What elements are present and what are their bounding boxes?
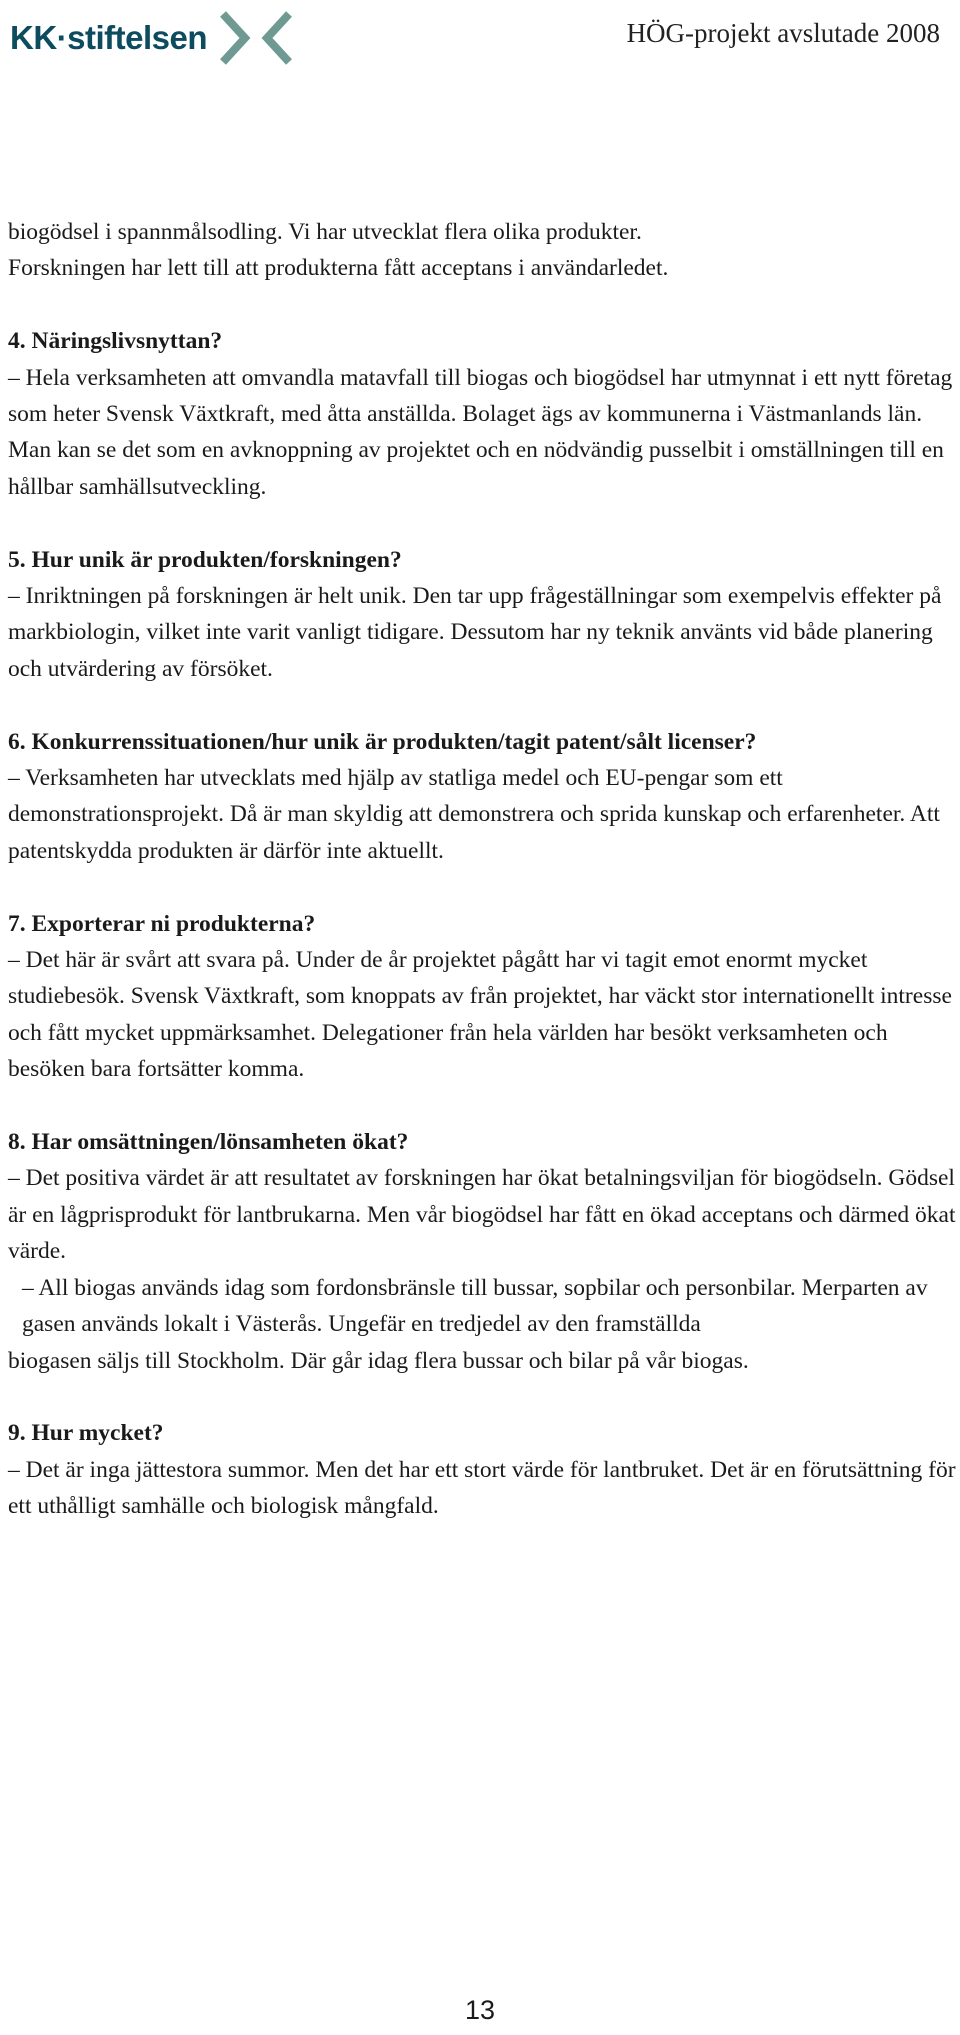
section-paragraph: – Det här är svårt att svara på. Under de år projektet pågått har vi tagit emot enormt mycket studiebesök. Svensk Växtkraft, som knoppats av från projektet, har väckt stor internationellt intresse och fått mycket uppmärksamhet. Delegationer från hela världen har besökt verksamheten och besöken bara fortsätter komma. <box>8 947 952 1083</box>
logo-chevron-icon <box>219 10 293 66</box>
document-title: HÖG-projekt avslutade 2008 <box>626 18 940 48</box>
section-6 <box>8 724 958 870</box>
page-number: 13 <box>464 1995 496 2025</box>
section-question: 9. Hur mycket? <box>8 1420 164 1447</box>
logo-text: KK·stiftelsen <box>10 19 208 56</box>
intro-line: biogödsel i spannmålsodling. Vi har utvecklat flera olika produkter. <box>8 219 642 245</box>
section-paragraph: – Verksamheten har utvecklats med hjälp av statliga medel och EU-pengar som ett demonstrationsprojekt. Då är man skyldig att demonstrera och sprida kunskap och erfarenheter. Att patentskydda produkten är därför inte aktuellt. <box>8 765 940 864</box>
intro-line: Forskningen har lett till att produkterna fått acceptans i användarledet. <box>8 255 669 282</box>
section-4 <box>8 323 958 505</box>
section-8 <box>8 1124 958 1379</box>
section-question: 7. Exporterar ni produkterna? <box>8 910 316 937</box>
section-question: 4. Näringslivsnyttan? <box>8 328 223 355</box>
section-paragraph: – Det är inga jättestora summor. Men det har ett stort värde för lantbruket. Det är en förutsättning för ett uthålligt samhälle och biologisk mångfald. <box>8 1456 956 1520</box>
section-question: 8. Har omsättningen/lönsamheten ökat? <box>8 1129 409 1156</box>
page-header <box>0 0 960 80</box>
section-paragraph: – Inriktningen på forskningen är helt unik. Den tar upp frågeställningar som exempelvis effekter på markbiologin, vilket inte varit vanligt tidigare. Dessutom har ny teknik använts vid både planering och utvärdering av försöket. <box>8 583 942 682</box>
section-paragraph: biogasen säljs till Stockholm. Där går idag flera bussar och bilar på vår biogas. <box>8 1347 749 1374</box>
section-5 <box>8 542 958 688</box>
section-paragraph: – Hela verksamheten att omvandla matavfall till biogas och biogödsel har utmynnat i ett nytt företag som heter Svensk Växtkraft, med åtta anställda. Bolaget ägs av kommunerna i Västmanlands län. Man kan se det som en avknoppning av projektet och en nödvändig pusselbit i omställningen till en hållbar samhällsutveckling. <box>8 364 953 500</box>
kk-stiftelsen-logo <box>10 10 293 66</box>
document-body <box>8 214 958 1525</box>
section-9 <box>8 1415 958 1524</box>
section-paragraph: – Det positiva värdet är att resultatet av forskningen har ökat betalningsviljan för biogödseln. Gödsel är en lågprisprodukt för lantbrukarna. Men vår biogödsel har fått en ökad acceptans och därmed ökat värde. <box>8 1165 956 1265</box>
section-paragraph: – All biogas används idag som fordonsbränsle till bussar, sopbilar och personbilar. Merparten av gasen används lokalt i Västerås. Ungefär en tredjedel av den framställda <box>22 1274 928 1338</box>
section-7 <box>8 906 958 1088</box>
section-question: 5. Hur unik är produkten/forskningen? <box>8 546 402 573</box>
section-question: 6. Konkurrenssituationen/hur unik är produkten/tagit patent/sålt licenser? <box>8 728 757 755</box>
